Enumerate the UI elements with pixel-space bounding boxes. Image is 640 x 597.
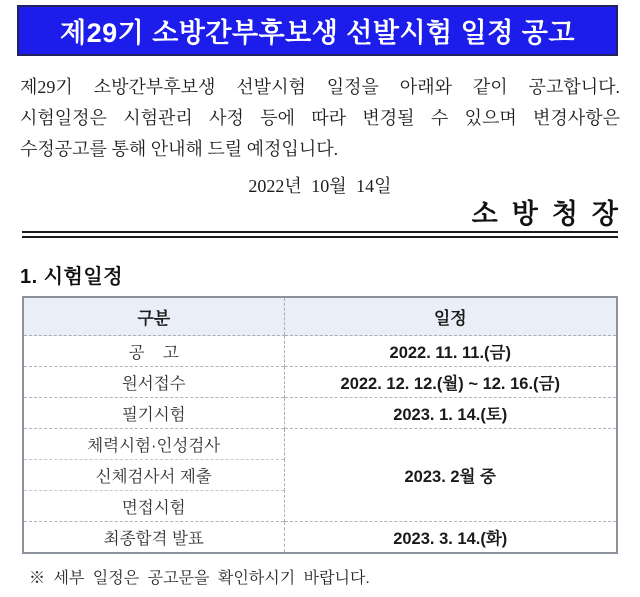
intro-paragraph	[20, 72, 620, 165]
intro-line-3: 수정공고를 통해 안내해 드릴 예정입니다.	[20, 139, 339, 159]
row-label: 필기시험	[23, 398, 284, 429]
page-title: 제29기 소방간부후보생 선발시험 일정 공고	[60, 18, 575, 48]
row-label: 공 고	[23, 336, 284, 367]
table-row	[23, 522, 617, 553]
intro-line-2: 시험일정은 시험관리 사정 등에 따라 변경될 수 있으며 변경사항은	[20, 108, 620, 128]
signature-fire-commissioner: 소방청장	[471, 199, 632, 229]
column-header-category: 구분	[23, 297, 284, 336]
announcement-date: 2022년 10월 14일	[248, 176, 392, 196]
footnote-notice: ※ 세부 일정은 공고문을 확인하시기 바랍니다.	[29, 570, 370, 587]
section-title-exam-schedule: 1. 시험일정	[20, 266, 124, 288]
row-label: 최종합격 발표	[23, 522, 284, 553]
row-label: 원서접수	[23, 367, 284, 398]
row-value: 2023. 3. 14.(화)	[284, 522, 617, 553]
double-rule-divider	[22, 231, 618, 238]
table-row	[23, 367, 617, 398]
title-banner	[17, 5, 618, 56]
row-label: 체력시험·인성검사	[23, 429, 284, 460]
table-row	[23, 398, 617, 429]
column-header-schedule: 일정	[284, 297, 617, 336]
intro-line-1: 제29기 소방간부후보생 선발시험 일정을 아래와 같이 공고합니다.	[20, 77, 620, 97]
row-value-merged: 2023. 2월 중	[284, 429, 617, 522]
schedule-table	[22, 296, 618, 554]
row-value: 2022. 11. 11.(금)	[284, 336, 617, 367]
row-label: 신체검사서 제출	[23, 460, 284, 491]
row-value: 2023. 1. 14.(토)	[284, 398, 617, 429]
table-header-row	[23, 297, 617, 336]
row-label: 면접시험	[23, 491, 284, 522]
row-value: 2022. 12. 12.(월) ~ 12. 16.(금)	[284, 367, 617, 398]
table-row	[23, 429, 617, 460]
table-row	[23, 336, 617, 367]
